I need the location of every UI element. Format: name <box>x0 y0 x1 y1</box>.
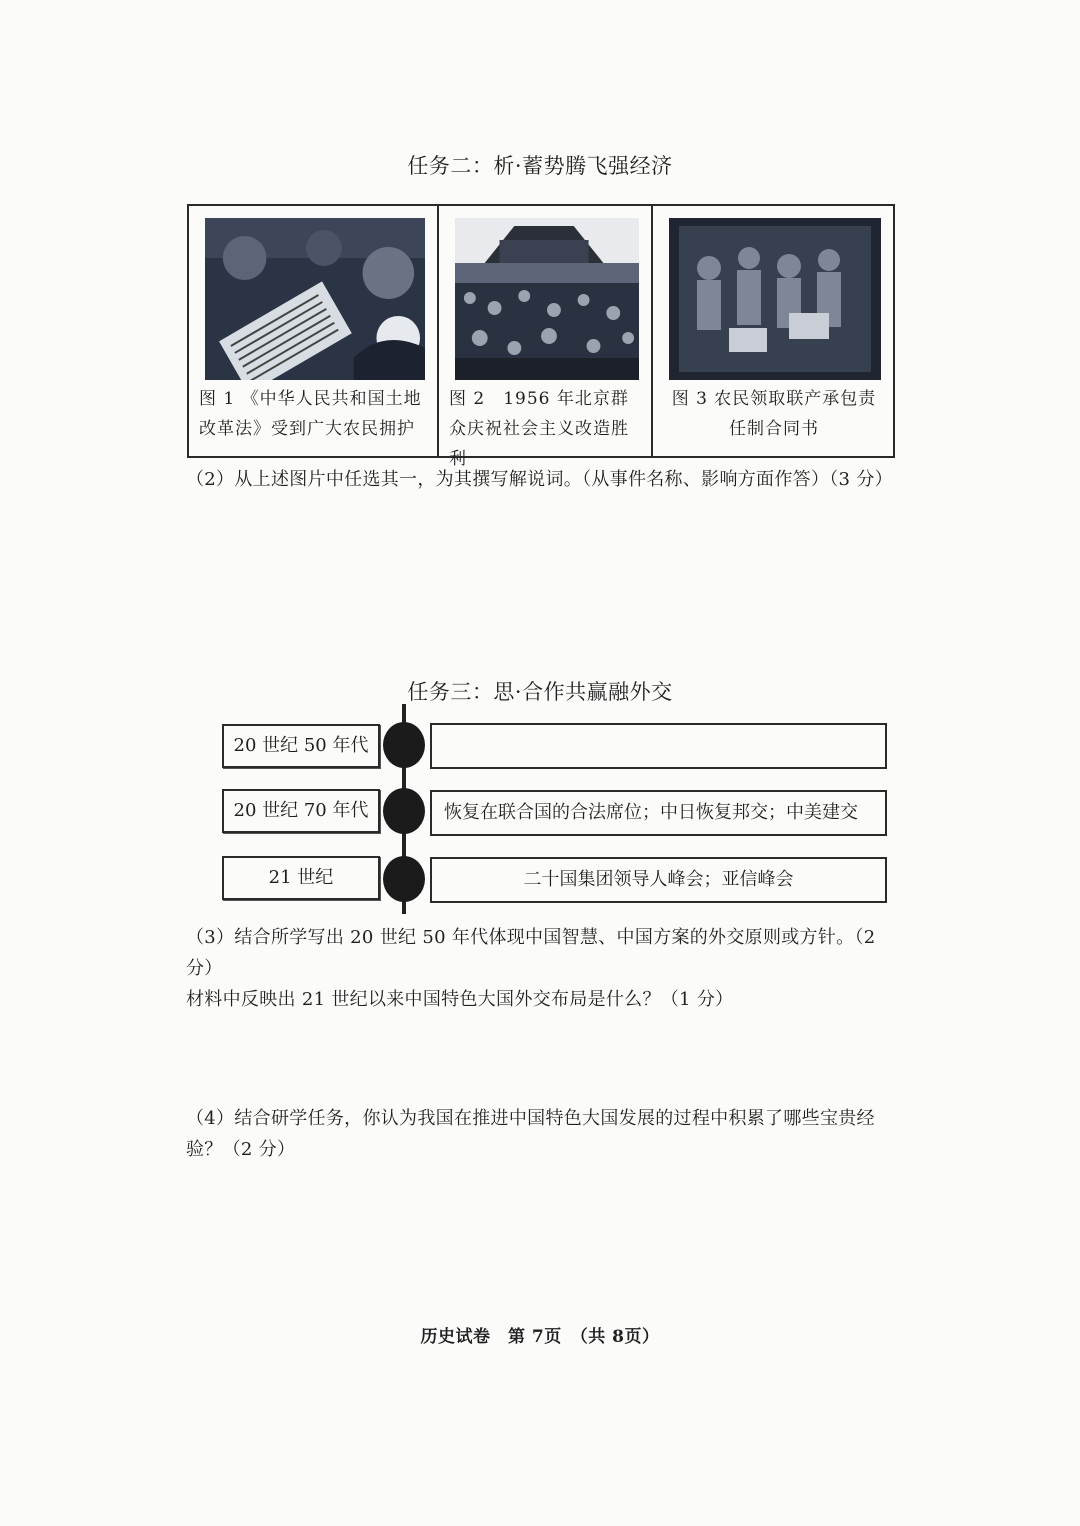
farmers-contract-photo <box>669 218 881 380</box>
question-3-line2: 材料中反映出 21 世纪以来中国特色大国外交布局是什么？（1 分） <box>186 989 734 1010</box>
figure-1-caption: 图 1 《中华人民共和国土地改革法》受到广大农民拥护 <box>199 389 422 439</box>
era-box-21st-century: 21 世纪 <box>222 856 380 900</box>
content-box-1970s: 恢复在联合国的合法席位；中日恢复邦交；中美建交 <box>430 790 887 836</box>
task2-title: 任务二：析·蓄势腾飞强经济 <box>407 154 673 178</box>
timeline-dot <box>383 722 425 768</box>
question-3-line1: （3）结合所学写出 20 世纪 50 年代体现中国智慧、中国方案的外交原则或方针。（2 分） <box>186 927 876 979</box>
figure-2 <box>439 206 653 469</box>
figure-3 <box>653 206 893 456</box>
era-box-1950s: 20 世纪 50 年代 <box>222 724 380 768</box>
era-box-1970s: 20 世纪 70 年代 <box>222 789 380 833</box>
content-box-21st-century: 二十国集团领导人峰会；亚信峰会 <box>430 857 887 903</box>
figure-2-caption: 图 2 1956 年北京群众庆祝社会主义改造胜利 <box>449 389 629 469</box>
task3-title: 任务三：思·合作共赢融外交 <box>407 680 673 704</box>
tiananmen-celebration-photo <box>455 218 639 380</box>
timeline-dot <box>383 856 425 902</box>
question-4: （4）结合研学任务，你认为我国在推进中国特色大国发展的过程中积累了哪些宝贵经验？（2 分） <box>186 1108 875 1160</box>
question-2: （2）从上述图片中任选其一，为其撰写解说词。（从事件名称、影响方面作答）（3 分） <box>186 469 893 490</box>
figure-panel <box>187 204 895 469</box>
land-reform-photo <box>205 218 425 380</box>
figure-3-caption: 图 3 农民领取联产承包责任制合同书 <box>671 389 877 439</box>
page-footer: 历史试卷 第 7页 （共 8页） <box>420 1327 660 1347</box>
question-3 <box>186 922 906 1015</box>
content-box-1950s-blank[interactable] <box>430 723 887 769</box>
figure-1 <box>189 206 439 456</box>
timeline-dot <box>383 788 425 834</box>
